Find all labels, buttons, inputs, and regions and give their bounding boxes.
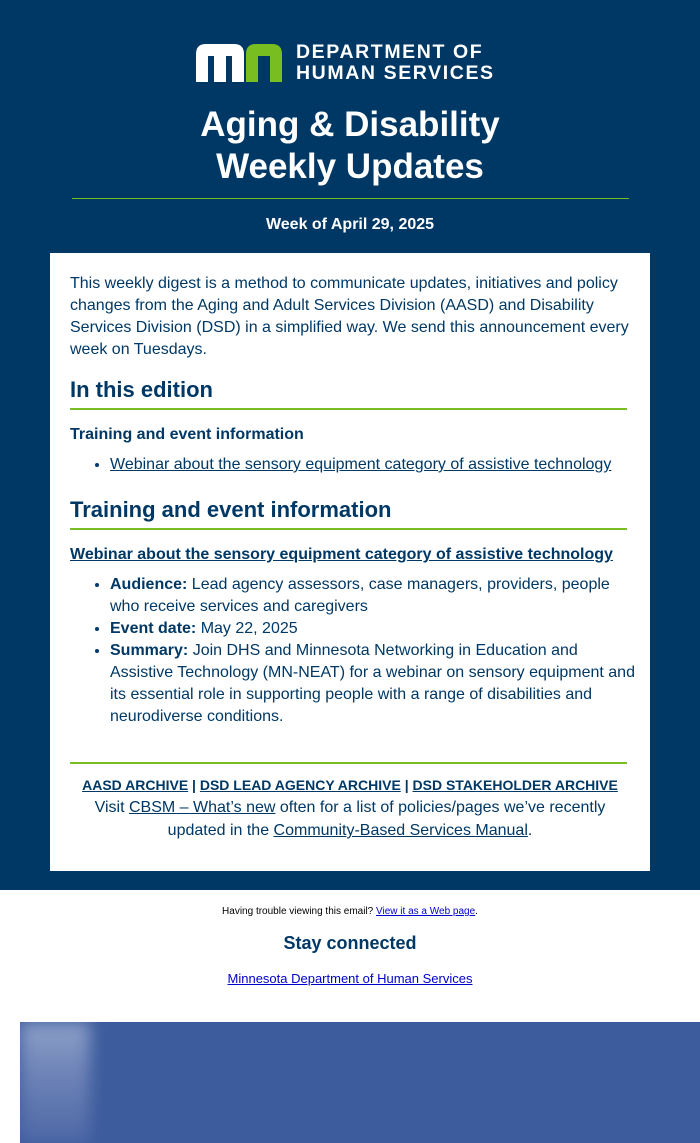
- detail-text: Lead agency assessors, case managers, providers, people who receive services and caregivers: [110, 576, 610, 615]
- mn-dhs-link[interactable]: Minnesota Department of Human Services: [227, 971, 473, 986]
- mn-dhs-link-wrap: [0, 971, 700, 986]
- dsd-stakeholder-archive-link[interactable]: DSD STAKEHOLDER ARCHIVE: [412, 777, 618, 793]
- toc-divider: [70, 408, 627, 410]
- detail-label: Summary:: [110, 642, 189, 659]
- visit-prefix: Visit: [94, 799, 129, 816]
- header-divider: [72, 198, 629, 199]
- banner-blur: [20, 1022, 90, 1143]
- logo-line-1: DEPARTMENT OF: [296, 41, 484, 63]
- title-line-1: Aging & Disability: [200, 105, 500, 144]
- dsd-lead-agency-archive-link[interactable]: DSD LEAD AGENCY ARCHIVE: [199, 777, 401, 793]
- intro-paragraph: This weekly digest is a method to communicate updates, initiatives and policy changes from the Aging and Adult Services Division (AASD) and Disability Services Division (DSD) in a simplified way. We send this announcement every week on Tuesdays.: [70, 275, 629, 358]
- visit-text: [90, 796, 610, 842]
- bottom-banner-image: [20, 1022, 700, 1143]
- detail-label: Audience:: [110, 576, 188, 593]
- stay-connected-heading: Stay connected: [283, 933, 417, 953]
- separator: |: [400, 777, 413, 793]
- week-date: Week of April 29, 2025: [265, 216, 435, 233]
- toc-heading: In this edition: [70, 377, 213, 402]
- detail-text: Join DHS and Minnesota Networking in Education and Assistive Technology (MN-NEAT) for a webinar on sensory equipment and its essential role in supporting people with a range of disabilities and neurodiverse conditions.: [110, 642, 635, 725]
- webinar-title-link[interactable]: Webinar about the sensory equipment category of assistive technology: [70, 546, 613, 563]
- detail-event-date: [110, 618, 640, 640]
- trouble-viewing: [0, 906, 700, 917]
- newsletter-title: [0, 104, 700, 188]
- detail-summary: [110, 640, 640, 728]
- aasd-archive-link[interactable]: AASD ARCHIVE: [82, 777, 189, 793]
- web-page-link[interactable]: View it as a Web page: [376, 906, 476, 917]
- footer-divider: [70, 762, 627, 764]
- mn-logo-icon: [196, 42, 282, 82]
- cbsm-whats-new-link[interactable]: CBSM – What’s new: [129, 799, 276, 816]
- visit-middle: often for a list of policies/pages we’ve recently updated in the: [167, 799, 606, 839]
- detail-audience: [110, 574, 640, 618]
- title-line-2: Weekly Updates: [216, 147, 484, 186]
- toc-webinar-link[interactable]: Webinar about the sensory equipment category of assistive technology: [110, 456, 612, 473]
- content-card: [50, 253, 650, 871]
- trouble-text: Having trouble viewing this email?: [222, 906, 377, 917]
- trouble-suffix: .: [475, 906, 478, 917]
- visit-suffix: .: [527, 822, 533, 839]
- section-heading: Training and event information: [70, 497, 392, 522]
- webinar-details: [90, 574, 640, 728]
- detail-text: May 22, 2025: [196, 620, 298, 637]
- archive-links: [50, 777, 650, 793]
- logo-line-2: HUMAN SERVICES: [296, 62, 495, 84]
- detail-label: Event date:: [110, 620, 197, 637]
- dhs-logo: [196, 42, 516, 84]
- toc-section-label: Training and event information: [70, 426, 304, 443]
- logo-wordmark: [296, 42, 495, 84]
- separator: |: [188, 777, 200, 793]
- cbsm-manual-link[interactable]: Community-Based Services Manual: [273, 822, 528, 839]
- section-divider: [70, 528, 627, 530]
- toc-item: [110, 454, 640, 476]
- toc-list: [90, 454, 640, 476]
